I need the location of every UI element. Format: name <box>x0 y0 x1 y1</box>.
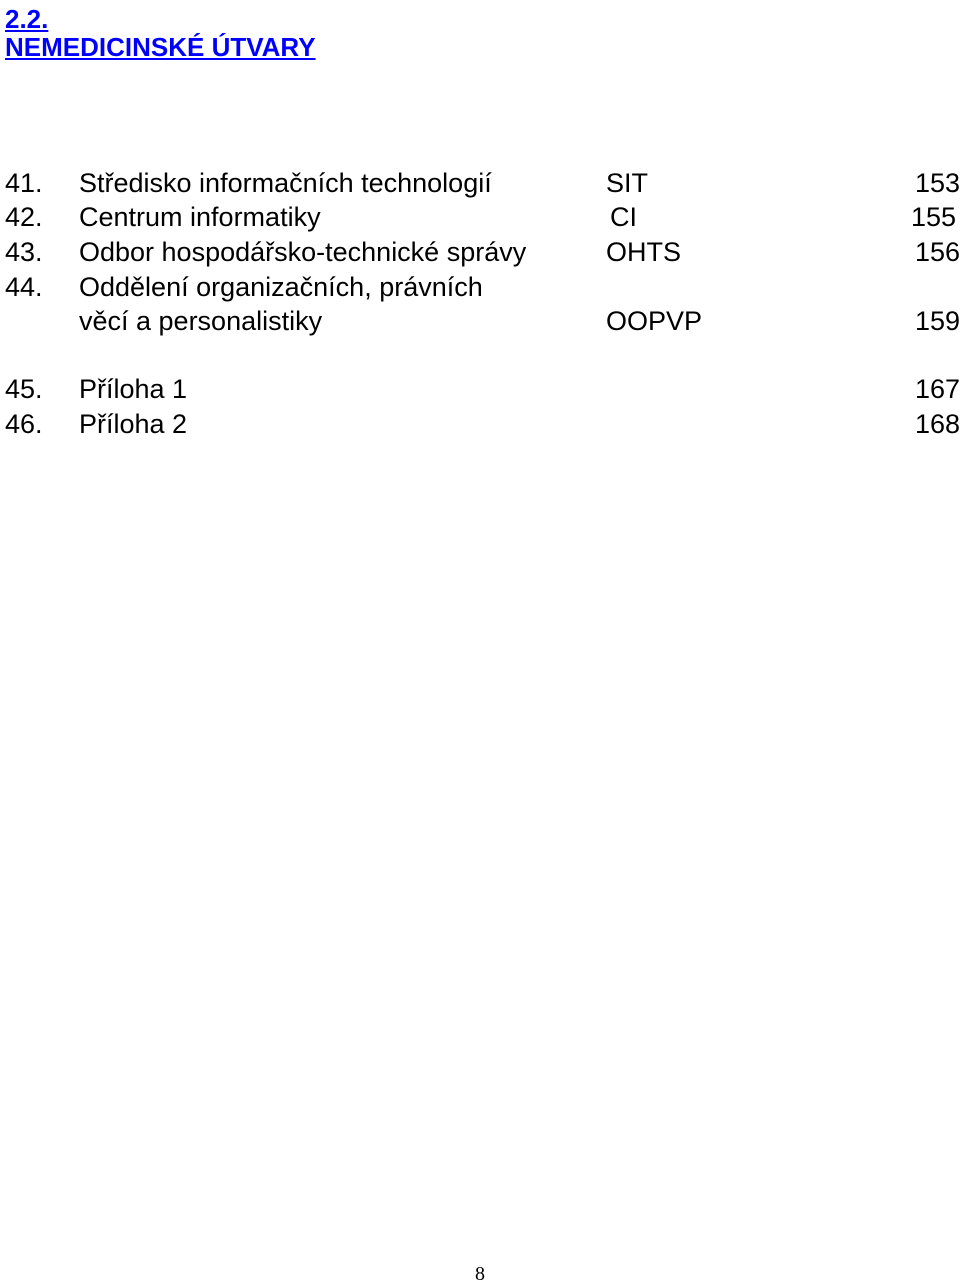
toc-entry-page: 167 <box>914 374 960 404</box>
toc-entry-43[interactable] <box>0 235 960 269</box>
toc-entry-title: Příloha 1 <box>79 374 188 404</box>
toc-entry-44-line-1[interactable] <box>0 270 960 304</box>
toc-entry-number: 44. <box>5 272 43 302</box>
section-number-link[interactable]: 2.2. <box>5 4 49 34</box>
toc-entry-number: 45. <box>5 374 43 404</box>
toc-entry-number: 42. <box>5 202 43 232</box>
toc-entry-44-line-2[interactable] <box>0 304 960 338</box>
toc-entry-page: 159 <box>914 306 960 336</box>
toc-entry-abbreviation: OOPVP <box>606 306 703 336</box>
section-title-link[interactable]: NEMEDICINSKÉ ÚTVARY <box>5 32 316 62</box>
toc-entry-45[interactable] <box>0 372 960 406</box>
toc-entry-title: Oddělení organizačních, právních <box>79 272 483 302</box>
toc-entry-page: 156 <box>914 237 960 267</box>
toc-entry-number: 41. <box>5 168 43 198</box>
toc-entry-title: Centrum informatiky <box>79 202 321 232</box>
toc-entry-number: 46. <box>5 409 43 439</box>
toc-entry-page: 168 <box>914 409 960 439</box>
toc-entry-page: 155 <box>910 202 956 232</box>
toc-entry-abbreviation: CI <box>610 202 637 232</box>
toc-entry-abbreviation: OHTS <box>606 237 682 267</box>
toc-entry-number: 43. <box>5 237 43 267</box>
toc-entry-46[interactable] <box>0 407 960 441</box>
toc-entry-title-continued: věcí a personalistiky <box>79 306 323 336</box>
toc-entry-title: Příloha 2 <box>79 409 188 439</box>
toc-entry-title: Odbor hospodářsko-technické správy <box>79 237 527 267</box>
toc-entry-42[interactable] <box>0 200 956 234</box>
toc-entry-page: 153 <box>914 168 960 198</box>
toc-entry-41[interactable] <box>0 166 960 200</box>
toc-entry-title: Středisko informačních technologií <box>79 168 492 198</box>
page-number: 8 <box>475 1263 485 1285</box>
toc-entry-abbreviation: SIT <box>606 168 649 198</box>
